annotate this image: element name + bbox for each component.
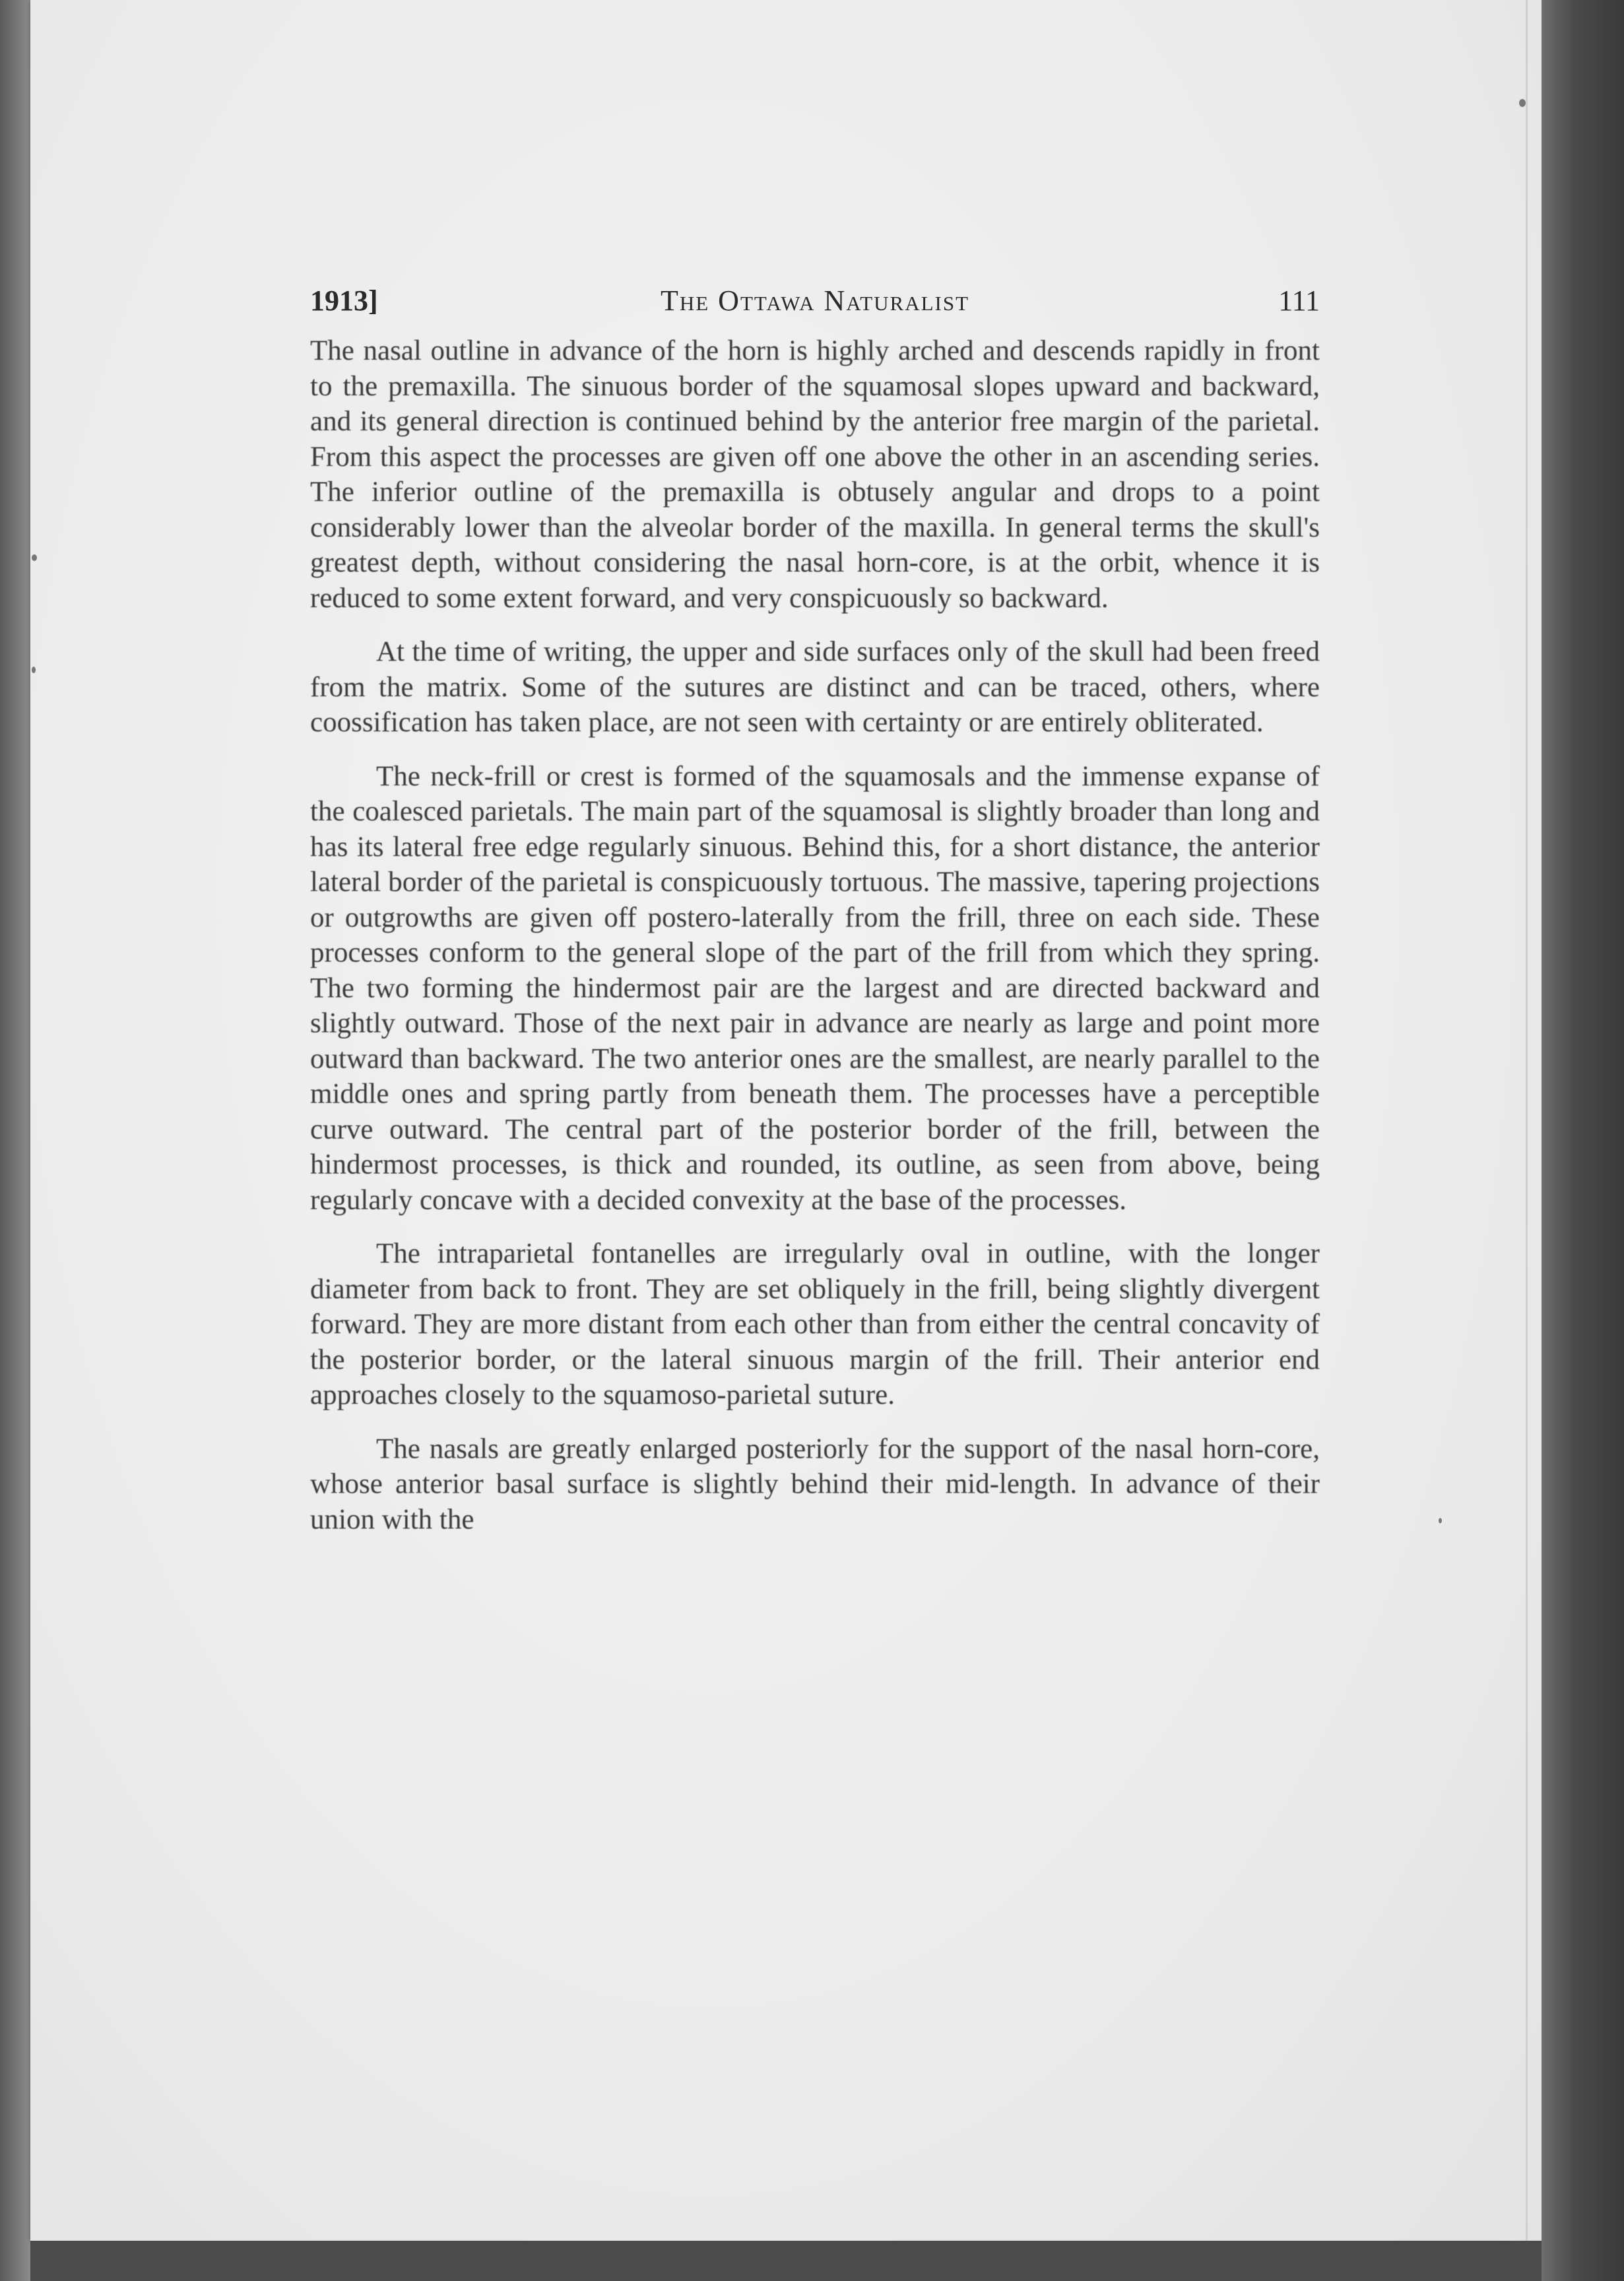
- paragraph-nasals: The nasals are greatly enlarged posteriorly for the support of the nasal horn-core, whose anterior basal surface is slightly behind their mid-length. In advance of their union with the: [310, 1433, 1320, 1535]
- scan-bottom-strip: [30, 2241, 1542, 2281]
- scan-left-margin: [0, 0, 30, 2281]
- paragraph-time-of-writing: At the time of writing, the upper and side surfaces only of the skull had been freed from the matrix. Some of the sutures are distinct and can be traced, others, where coossification has taken place, are not seen with certainty or are entirely obliterated.: [310, 636, 1320, 738]
- header-year: 1913]: [310, 284, 378, 317]
- dust-speck: [32, 667, 36, 673]
- paragraph-nasal-outline: The nasal outline in advance of the horn is highly arched and descends rapidly in front to the premaxilla. The sinuous border of the squamosal slopes upward and backward, and its general direction is continued behind by the anterior free margin of the parietal. From this aspect the processes are given off one above the other in an ascending series. The inferior outline of the premaxilla is obtusely angular and drops to a point considerably lower than the alveolar border of the maxilla. In general terms the skull's greatest depth, without considering the nasal horn-core, is at the orbit, whence it is reduced to some extent forward, and very conspicuously so backward.: [310, 335, 1320, 614]
- paragraph-neck-frill: The neck-frill or crest is formed of the squamosals and the immense expanse of the coalesced parietals. The main part of the squamosal is slightly broader than long and has its lateral free edge regularly sinuous. Behind this, for a short distance, the anterior lateral border of the parietal is conspicuously tortuous. The massive, tapering projections or outgrowths are given off postero-laterally from the frill, three on each side. These processes conform to the general slope of the part of the frill from which they spring. The two forming the hindermost pair are the largest and are directed backward and slightly outward. Those of the next pair in advance are nearly as large and point more outward than backward. The two anterior ones are the smallest, are nearly parallel to the middle ones and spring partly from beneath them. The processes have a perceptible curve outward. The central part of the posterior border of the frill, between the hindermost processes, is thick and rounded, its outline, as seen from above, being regularly concave with a decided convexity at the base of the processes.: [310, 760, 1320, 1216]
- scan-right-gutter: [1542, 0, 1624, 2281]
- page-edge: [1526, 0, 1528, 2241]
- journal-title: The Ottawa Naturalist: [660, 284, 970, 317]
- dust-speck: [1439, 1518, 1442, 1523]
- running-header: [310, 284, 1320, 330]
- dust-speck: [32, 554, 37, 561]
- paragraph-fontanelles: The intraparietal fontanelles are irregularly oval in outline, with the longer diameter from back to front. They are set obliquely in the frill, being slightly divergent forward. They are more distant from each other than from either the central concavity of the posterior border, or the lateral sinuous margin of the frill. Their anterior end approaches closely to the squamoso-parietal suture.: [310, 1238, 1320, 1410]
- dust-speck: [1519, 99, 1526, 107]
- article-body: [310, 333, 1320, 1556]
- page-number: 111: [1278, 284, 1320, 317]
